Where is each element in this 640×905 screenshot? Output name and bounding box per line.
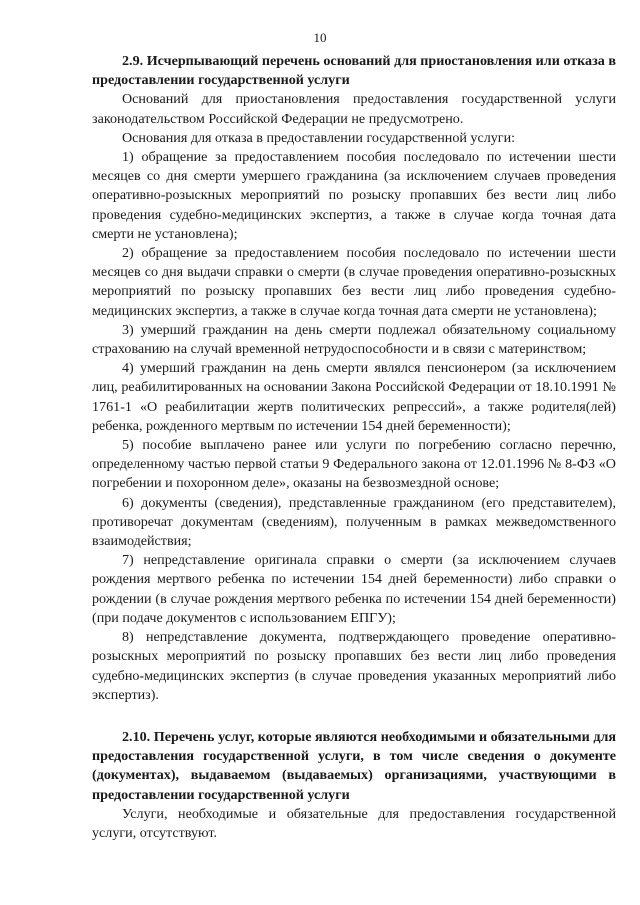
document-body: [92, 52, 616, 843]
services-paragraph: Услуги, необходимые и обязательные для предоставления государственной услуги, отсутствуют.: [92, 805, 616, 841]
refusal-item-7: 7) непредставление оригинала справки о смерти (за исключением случаев рождения мертвого ребенка по истечении 154 дней беременности) либо справки о рождении (в случае рождения мертвого ребенка по истечении 154 дней беременности) (при подаче документов с использованием ЕПГУ);: [92, 552, 616, 626]
refusal-item-6: 6) документы (сведения), представленные гражданином (его представителем), противоречат документам (сведениям), полученным в рамках межведомственного взаимодействия;: [92, 494, 616, 550]
suspension-paragraph: Оснований для приостановления предоставления государственной услуги законодательством Российской Федерации не предусмотрено.: [92, 91, 616, 127]
section-2-9-heading: 2.9. Исчерпывающий перечень оснований для приостановления или отказа в предоставлении государственной услуги: [92, 53, 616, 89]
refusal-item-2: 2) обращение за предоставлением пособия последовало по истечении шести месяцев со дня выдачи справки о смерти (в случае проведения оперативно-розыскных мероприятий по розыску пропавших без вести лиц либо проведения судебно-медицинских экспертиз, а также в случае когда точная дата смерти не установлена);: [92, 245, 616, 319]
page-number: 10: [313, 30, 327, 45]
refusal-intro-paragraph: Основания для отказа в предоставлении государственной услуги:: [122, 129, 516, 146]
refusal-item-8: 8) непредставление документа, подтверждающего проведение оперативно-розыскных мероприятий по розыску пропавших без вести лиц либо проведения судебно-медицинских экспертиз (в случае проведения указанных мероприятий либо экспертиз).: [92, 629, 616, 703]
refusal-item-5: 5) пособие выплачено ранее или услуги по погребению согласно перечню, определенному частью первой статьи 9 Федерального закона от 12.01.1996 № 8-ФЗ «О погребении и похоронном деле», оказаны на безвозмездной основе;: [92, 437, 616, 492]
section-spacer: [92, 705, 616, 728]
refusal-item-3: 3) умерший гражданин на день смерти подлежал обязательному социальному страхованию на случай временной нетрудоспособности и в связи с материнством;: [92, 321, 616, 358]
refusal-item-4: 4) умерший гражданин на день смерти являлся пенсионером (за исключением лиц, реабилитированных на основании Закона Российской Федерации от 18.10.1991 № 1761-1 «О реабилитации жертв политических репрессий», а также родителя(лей) ребенка, рожденного мертвым по истечении 154 дней беременности);: [92, 360, 616, 434]
refusal-item-1: 1) обращение за предоставлением пособия последовало по истечении шести месяцев со дня смерти умершего гражданина (за исключением случаев проведения оперативно-розыскных мероприятий по розыску пропавших без вести лиц либо проведения судебно-медицинских экспертиз, а также в случае когда точная дата смерти не установлена);: [92, 149, 616, 242]
section-2-10-heading: 2.10. Перечень услуг, которые являются необходимыми и обязательными для предоставления государственной услуги, в том числе сведения о документе (документах), выдаваемом (выдаваемых) организациями, участвующими в предоставлении государственной услуги: [92, 728, 616, 803]
